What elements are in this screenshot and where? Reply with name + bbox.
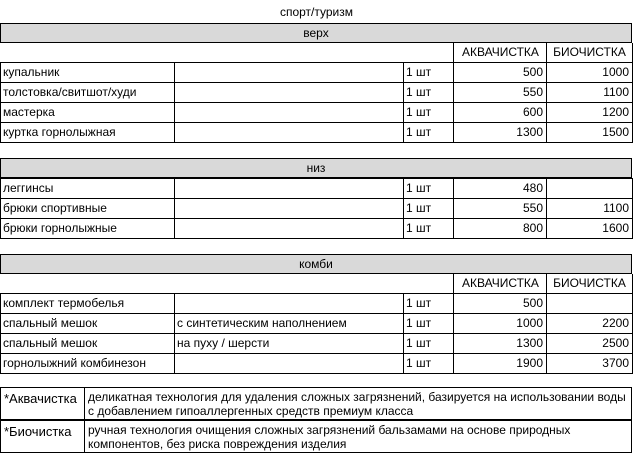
row-top-2-name: мастерка bbox=[0, 102, 175, 123]
note-aqua bbox=[0, 387, 632, 420]
row-combo-3-qty: 1 шт bbox=[403, 353, 454, 374]
row-bottom-1-desc bbox=[174, 198, 404, 219]
row-top-1-aqua: 550 bbox=[453, 82, 547, 103]
row-top-2-qty: 1 шт bbox=[403, 102, 454, 123]
row-combo-0-bio bbox=[546, 293, 633, 314]
row-top-0-qty: 1 шт bbox=[403, 62, 454, 83]
row-top-3-qty: 1 шт bbox=[403, 122, 454, 143]
row-bottom-0-name: леггинсы bbox=[0, 178, 175, 199]
row-top-1-qty: 1 шт bbox=[403, 82, 454, 103]
row-combo-3-aqua: 1900 bbox=[453, 353, 547, 374]
row-bottom-0-bio bbox=[546, 178, 633, 199]
row-bottom-1-aqua: 550 bbox=[453, 198, 547, 219]
row-combo-0-desc bbox=[174, 293, 404, 314]
section-header-bottom: низ bbox=[0, 158, 632, 178]
note-bio-text: ручная технология очищения сложных загрязнений бальзамами на основе природных компонентов, без риска повреждения изделия bbox=[88, 423, 571, 451]
row-combo-1-bio: 2200 bbox=[546, 313, 633, 334]
row-bottom-2-name: брюки горнолыжные bbox=[0, 218, 175, 239]
row-top-3-name: куртка горнолыжная bbox=[0, 122, 175, 143]
row-top-1-name: толстовка/свитшот/худи bbox=[0, 82, 175, 103]
note-bio-label: *Биочистка bbox=[1, 421, 85, 452]
note-bio bbox=[0, 420, 632, 453]
row-top-2-desc bbox=[174, 102, 404, 123]
row-combo-2-aqua: 1300 bbox=[453, 333, 547, 354]
row-combo-2-bio: 2500 bbox=[546, 333, 633, 354]
row-top-0-aqua: 500 bbox=[453, 62, 547, 83]
row-combo-0-name: комплект термобелья bbox=[0, 293, 175, 314]
row-combo-3-name: горнолыжний комбинезон bbox=[0, 353, 175, 374]
row-top-0-desc bbox=[174, 62, 404, 83]
page-title: спорт/туризм bbox=[279, 5, 354, 19]
row-combo-1-aqua: 1000 bbox=[453, 313, 547, 334]
row-combo-3-bio: 3700 bbox=[546, 353, 633, 374]
row-bottom-1-bio: 1100 bbox=[546, 198, 633, 219]
row-bottom-0-desc bbox=[174, 178, 404, 199]
row-bottom-0-qty: 1 шт bbox=[403, 178, 454, 199]
row-combo-2-desc: на пуху / шерсти bbox=[174, 333, 404, 354]
row-combo-3-desc bbox=[174, 353, 404, 374]
row-bottom-2-aqua: 800 bbox=[453, 218, 547, 239]
row-bottom-1-qty: 1 шт bbox=[403, 198, 454, 219]
column-header-bio: БИОЧИСТКА bbox=[546, 43, 633, 63]
row-top-1-desc bbox=[174, 82, 404, 103]
note-aqua-text: деликатная технология для удаления сложных загрязнений, базируется на использовании воды с добавлением гипоаллергенных средств премиум класса bbox=[88, 390, 626, 418]
row-combo-0-qty: 1 шт bbox=[403, 293, 454, 314]
column-header-aqua: АКВАЧИСТКА bbox=[453, 43, 547, 63]
row-top-2-aqua: 600 bbox=[453, 102, 547, 123]
row-combo-2-name: спальный мешок bbox=[0, 333, 175, 354]
row-bottom-1-name: брюки спортивные bbox=[0, 198, 175, 219]
row-top-3-desc bbox=[174, 122, 404, 143]
section-header-combo: комби bbox=[0, 254, 632, 274]
column-header-aqua-combo: АКВАЧИСТКА bbox=[453, 274, 547, 294]
row-bottom-2-qty: 1 шт bbox=[403, 218, 454, 239]
row-combo-1-name: спальный мешок bbox=[0, 313, 175, 334]
row-top-0-name: купальник bbox=[0, 62, 175, 83]
note-aqua-label: *Аквачистка bbox=[1, 388, 85, 419]
row-top-3-aqua: 1300 bbox=[453, 122, 547, 143]
row-top-1-bio: 1100 bbox=[546, 82, 633, 103]
row-combo-1-qty: 1 шт bbox=[403, 313, 454, 334]
column-header-bio-combo: БИОЧИСТКА bbox=[546, 274, 633, 294]
section-header-top: верх bbox=[0, 23, 632, 43]
row-bottom-0-aqua: 480 bbox=[453, 178, 547, 199]
row-combo-2-qty: 1 шт bbox=[403, 333, 454, 354]
row-top-2-bio: 1200 bbox=[546, 102, 633, 123]
row-top-0-bio: 1000 bbox=[546, 62, 633, 83]
row-bottom-2-bio: 1600 bbox=[546, 218, 633, 239]
row-top-3-bio: 1500 bbox=[546, 122, 633, 143]
row-bottom-2-desc bbox=[174, 218, 404, 239]
row-combo-0-aqua: 500 bbox=[453, 293, 547, 314]
row-combo-1-desc: с синтетическим наполнением bbox=[174, 313, 404, 334]
